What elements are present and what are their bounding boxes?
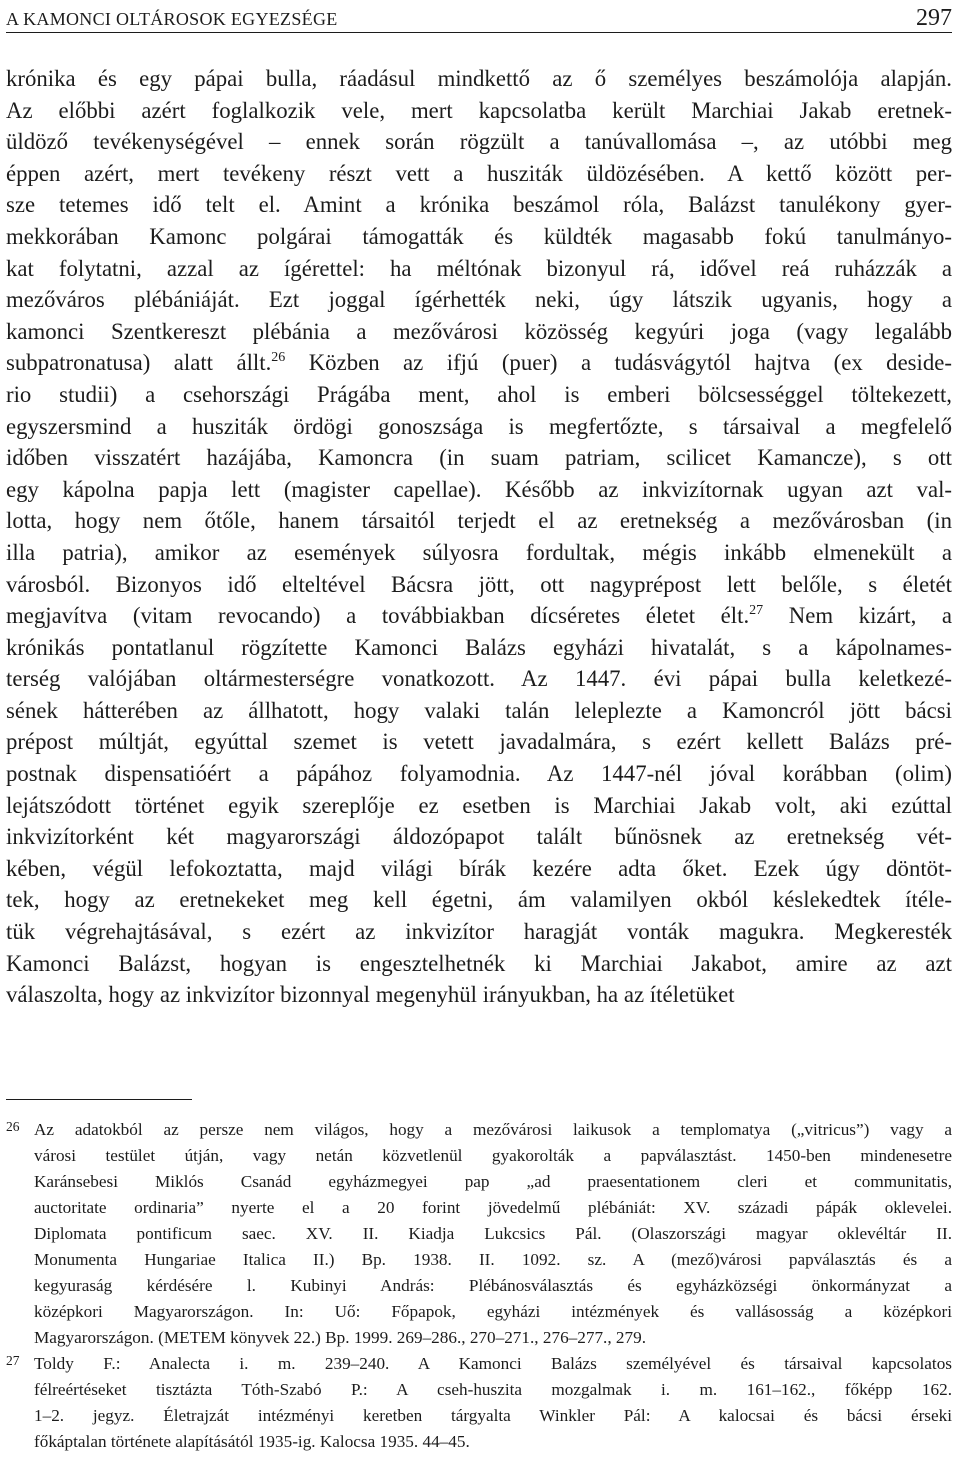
footnote	[6, 1351, 952, 1455]
text-line: kat folytatni, azzal az ígérettel: ha méltónak bizonyul rá, idővel reá ruházzák a	[6, 255, 952, 281]
footnote-separator	[6, 1099, 192, 1100]
text-line: rio studii) a csehországi Prágába ment, ahol is emberi bölcsességgel töltekezett,	[6, 381, 952, 407]
footnote-line: Magyarországon. (METEM könyvek 22.) Bp. 1999. 269–286., 270–271., 276–277., 279.	[34, 1328, 647, 1347]
text-line: kamonci Szentkereszt plébánia a mezővárosi közösség kegyúri joga (vagy legalább	[6, 318, 952, 344]
running-title: A KAMONCI OLTÁROSOK EGYEZSÉGE	[6, 9, 338, 29]
footnote-line: Karánsebesi Miklós Csanád egyházmegyei pap „ad praesentationem cleri et communitatis,	[34, 1172, 952, 1191]
text-line: prépost múltját, egyúttal szemet is vetett javadalmára, s ezért kellett Balázs pré-	[6, 729, 952, 755]
text-line: megjavítva (vitam revocando) a továbbiakban dícséretes életet élt.$^{27}$ Nem kizárt, a	[6, 603, 952, 629]
text-line: időben visszatért hazájába, Kamoncra (in suam patriam, scilicet Kamancze), s ott	[6, 445, 952, 471]
text-line: tek, hogy az eretnekeket meg kell égetni, ám valamilyen okból késlekedtek ítéle-	[6, 887, 952, 913]
text-line: sének hátterében az állhatott, hogy valaki talán leleplezte a Kamoncról jött bácsi	[6, 697, 952, 723]
text-line: krónika és egy pápai bulla, ráadásul mindkettő az ő személyes beszámolója alapján.	[6, 66, 952, 91]
footnote-line: kegyuraság kérdésére l. Kubinyi András: Plébánosválasztás és egyházközségi önkormányzat a	[34, 1276, 952, 1295]
text-line: lejátszódott történet egyik szereplője ez esetben is Marchiai Jakab volt, aki ezúttal	[6, 792, 952, 818]
footnote-line: középkori Magyarországon. In: Uő: Főpapok, egyházi intézmények és vallásosság a középkori	[34, 1302, 952, 1321]
footnote-line: Toldy F.: Analecta i. m. 239–240. A Kamonci Balázs személyével és társaival kapcsolatos	[34, 1354, 952, 1373]
text-line: üldöző tevékenységével – ennek során rögzült a tanúvallomása –, az utóbbi meg	[6, 129, 952, 155]
text-line: Az előbbi azért foglalkozik vele, mert kapcsolatba került Marchiai Jakab eretnek-	[6, 97, 952, 123]
text-line: subpatronatusa) alatt állt.$^{26}$ Közben az ifjú (puer) a tudásvágytól hajtva (ex deside-	[6, 350, 952, 376]
text-line: városból. Bizonyos idő elteltével Bácsra jött, ott nagyprépost lett belőle, s életét	[6, 571, 952, 597]
footnote-line: félreértéseket tisztázta Tóth-Szabó P.: A cseh-huszita mozgalmak i. m. 161–162., főképp 162.	[34, 1380, 952, 1399]
text-line: terség valójában oltármesterségre vonatkozott. Az 1447. évi pápai bulla keletkezé-	[6, 666, 952, 692]
text-line: postnak dispensatióért a pápához folyamodnia. Az 1447-nél jóval korábban (olim)	[6, 761, 952, 787]
footnote-number: 27	[6, 1353, 20, 1368]
text-line: krónikás pontatlanul rögzítette Kamonci Balázs egyházi hivatalát, s a kápolnames-	[6, 634, 952, 660]
text-line: lotta, hogy nem őtőle, hanem társaitól terjedt el az eretnekség a mezővárosban (in	[6, 508, 952, 534]
footnote-line: főkáptalan története alapításától 1935-ig. Kalocsa 1935. 44–45.	[34, 1432, 470, 1451]
text-line: kében, végül lefokoztatta, majd világi bírák kezére adta őket. Ezek úgy döntöt-	[6, 855, 952, 881]
text-line: válaszolta, hogy az inkvizítor bizonnyal megenyhül irányukban, ha az ítéletüket	[6, 982, 735, 1008]
footnote-line: Az adatokból az persze nem világos, hogy a mezővárosi laikusok a templomatya („vitricus”) vagy a	[34, 1120, 952, 1139]
text-line: Kamonci Balázst, hogyan is engesztelhetnék ki Marchiai Jakabot, amire az azt	[6, 950, 952, 976]
text-line: illa patria), amikor az események súlyosra fordultak, mégis inkább elmenekült a	[6, 539, 952, 565]
footnote	[6, 1117, 952, 1351]
text-line: tük végrehajtásával, s ezért az inkvizítor haragját vonták magukra. Megkeresték	[6, 919, 952, 945]
footnote-line: 1–2. jegyz. Életrajzát intézményi keretben tárgyalta Winkler Pál: A kalocsai és bácsi érseki	[34, 1406, 952, 1425]
footnotes	[6, 1117, 952, 1455]
running-header	[6, 0, 952, 33]
footnote-line: auctoritate ordinaria” nyerte el a 20 forint jövedelmű plébániát: XV. századi pápák oklevelei.	[34, 1198, 952, 1217]
footnote-line: Diplomata pontificum saec. XV. II. Kiadja Lukcsics Pál. (Olaszországi magyar oklevéltár II.	[34, 1224, 952, 1243]
page-number: 297	[916, 5, 952, 31]
text-line: inkvizítorként két magyarországi áldozópapot talált bűnösnek az eretnekség vét-	[6, 824, 952, 850]
main-text	[6, 63, 952, 1011]
footnote-ref[interactable]: 26	[271, 350, 286, 366]
footnote-line: városi testület útján, vagy netán közvetlenül gyakorolták a papválasztást. 1450-ben mindenesetre	[34, 1146, 952, 1165]
text-line: éppen azért, mert tevékeny részt vett a husziták üldözésében. A kettő között per-	[6, 160, 952, 186]
footnote-ref[interactable]: 27	[749, 603, 764, 619]
footnote-line: Monumenta Hungariae Italica II.) Bp. 1938. II. 1092. sz. A (mező)városi papválasztás és a	[34, 1250, 952, 1269]
text-line: mezőváros plébániáját. Ezt joggal ígérhették neki, úgy látszik ugyanis, hogy a	[6, 287, 952, 313]
text-line: mekkorában Kamonc polgárai támogatták és küldték magasabb fokú tanulmányo-	[6, 223, 952, 249]
footnote-number: 26	[6, 1119, 20, 1134]
text-line: sze tetemes idő telt el. Amint a krónika beszámol róla, Balázst tanulékony gyer-	[6, 192, 952, 218]
text-line: egy kápolna papja lett (magister capellae). Később az inkvizítornak ugyan azt val-	[6, 476, 952, 502]
text-line: egyszersmind a husziták ördögi gonoszsága is megfertőzte, s társaival a megfelelő	[6, 413, 952, 439]
